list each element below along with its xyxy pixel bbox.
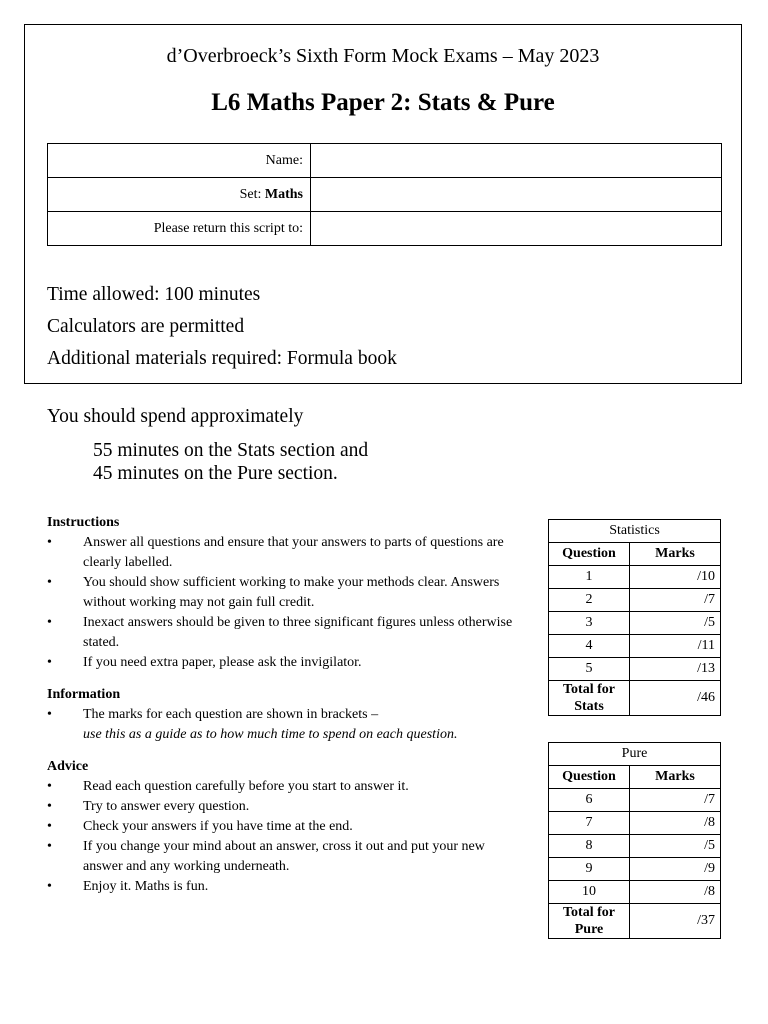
question-column-header: Question <box>549 766 630 789</box>
question-number: 5 <box>549 658 630 681</box>
table-row <box>549 812 721 835</box>
question-marks: /7 <box>630 589 721 612</box>
set-label: Set: <box>239 186 262 202</box>
return-row <box>48 212 722 246</box>
information-guide-text: use this as a guide as to how much time to spend on each question. <box>83 727 458 742</box>
total-marks: /37 <box>630 904 721 939</box>
question-marks: /11 <box>630 635 721 658</box>
bullet-icon: • <box>47 819 52 834</box>
information-text: The marks for each question are shown in brackets – <box>83 707 379 722</box>
question-number: 1 <box>549 566 630 589</box>
instruction-text: Answer all questions and ensure that your answers to parts of questions are clearly labelled. <box>83 535 504 570</box>
total-marks: /46 <box>630 681 721 716</box>
timing-pure: 45 minutes on the Pure section. <box>93 463 338 484</box>
total-label <box>549 681 630 716</box>
table-row <box>549 858 721 881</box>
advice-heading: Advice <box>47 759 89 774</box>
statistics-table-title: Statistics <box>549 520 721 543</box>
time-allowed: Time allowed: 100 minutes <box>47 284 261 305</box>
pure-marks-table <box>548 742 721 939</box>
information-list <box>47 705 517 745</box>
table-row <box>549 789 721 812</box>
question-number: 2 <box>549 589 630 612</box>
information-heading: Information <box>47 687 121 702</box>
question-marks: /13 <box>630 658 721 681</box>
table-row <box>549 881 721 904</box>
list-item <box>47 653 517 673</box>
bullet-icon: • <box>47 839 52 854</box>
list-item <box>47 705 517 745</box>
marks-column-header: Marks <box>630 766 721 789</box>
total-label-line2: Pure <box>574 922 604 937</box>
table-row <box>549 589 721 612</box>
bullet-icon: • <box>47 879 52 894</box>
instructions-column <box>47 513 517 909</box>
advice-text: Check your answers if you have time at the end. <box>83 819 353 834</box>
table-row <box>549 566 721 589</box>
instructions-list <box>47 533 517 673</box>
cover-header-box <box>24 24 742 384</box>
advice-list <box>47 777 517 897</box>
bullet-icon: • <box>47 615 52 630</box>
instruction-text: You should show sufficient working to make your methods clear. Answers without working may not gain full credit. <box>83 575 500 610</box>
advice-text: If you change your mind about an answer, cross it out and put your new answer and any working underneath. <box>83 839 485 874</box>
total-label-line2: Stats <box>574 699 604 714</box>
bullet-icon: • <box>47 535 52 550</box>
total-label-line1: Total for <box>563 905 615 920</box>
name-label: Name: <box>48 144 311 178</box>
name-field[interactable] <box>311 144 722 178</box>
list-item <box>47 613 517 653</box>
question-marks: /7 <box>630 789 721 812</box>
question-marks: /10 <box>630 566 721 589</box>
list-item <box>47 797 517 817</box>
pure-table-title: Pure <box>549 743 721 766</box>
question-number: 9 <box>549 858 630 881</box>
bullet-icon: • <box>47 655 52 670</box>
total-label-line1: Total for <box>563 682 615 697</box>
set-value: Maths <box>264 186 303 202</box>
question-number: 6 <box>549 789 630 812</box>
instructions-heading: Instructions <box>47 515 120 530</box>
bullet-icon: • <box>47 707 52 722</box>
advice-text: Enjoy it. Maths is fun. <box>83 879 209 894</box>
table-row <box>549 658 721 681</box>
question-number: 8 <box>549 835 630 858</box>
return-field[interactable] <box>311 212 722 246</box>
question-marks: /5 <box>630 612 721 635</box>
candidate-details-table <box>47 143 722 246</box>
question-number: 4 <box>549 635 630 658</box>
school-exam-line: d’Overbroeck’s Sixth Form Mock Exams – May 2023 <box>166 45 600 67</box>
list-item <box>47 877 517 897</box>
timing-intro: You should spend approximately <box>47 406 304 427</box>
question-number: 7 <box>549 812 630 835</box>
instruction-text: Inexact answers should be given to three significant figures unless otherwise stated. <box>83 615 513 650</box>
timing-stats: 55 minutes on the Stats section and <box>93 440 369 461</box>
advice-text: Try to answer every question. <box>83 799 250 814</box>
list-item <box>47 573 517 613</box>
list-item <box>47 837 517 877</box>
list-item <box>47 533 517 573</box>
total-label <box>549 904 630 939</box>
total-row <box>549 904 721 939</box>
bullet-icon: • <box>47 779 52 794</box>
set-label-cell <box>48 178 311 212</box>
total-row <box>549 681 721 716</box>
name-row <box>48 144 722 178</box>
list-item <box>47 817 517 837</box>
statistics-marks-table <box>548 519 721 716</box>
set-field[interactable] <box>311 178 722 212</box>
list-item <box>47 777 517 797</box>
question-number: 10 <box>549 881 630 904</box>
question-marks: /8 <box>630 812 721 835</box>
table-row <box>549 612 721 635</box>
question-marks: /5 <box>630 835 721 858</box>
bullet-icon: • <box>47 799 52 814</box>
question-number: 3 <box>549 612 630 635</box>
advice-text: Read each question carefully before you start to answer it. <box>83 779 409 794</box>
paper-title: L6 Maths Paper 2: Stats & Pure <box>211 89 555 116</box>
marks-column-header: Marks <box>630 543 721 566</box>
calculators-note: Calculators are permitted <box>47 316 245 337</box>
table-row <box>549 635 721 658</box>
question-marks: /9 <box>630 858 721 881</box>
set-row <box>48 178 722 212</box>
materials-note: Additional materials required: Formula book <box>47 348 397 369</box>
question-column-header: Question <box>549 543 630 566</box>
table-row <box>549 835 721 858</box>
timing-lines <box>93 439 368 485</box>
return-label: Please return this script to: <box>48 212 311 246</box>
bullet-icon: • <box>47 575 52 590</box>
instruction-text: If you need extra paper, please ask the invigilator. <box>83 655 362 670</box>
question-marks: /8 <box>630 881 721 904</box>
exam-facts <box>47 279 397 375</box>
